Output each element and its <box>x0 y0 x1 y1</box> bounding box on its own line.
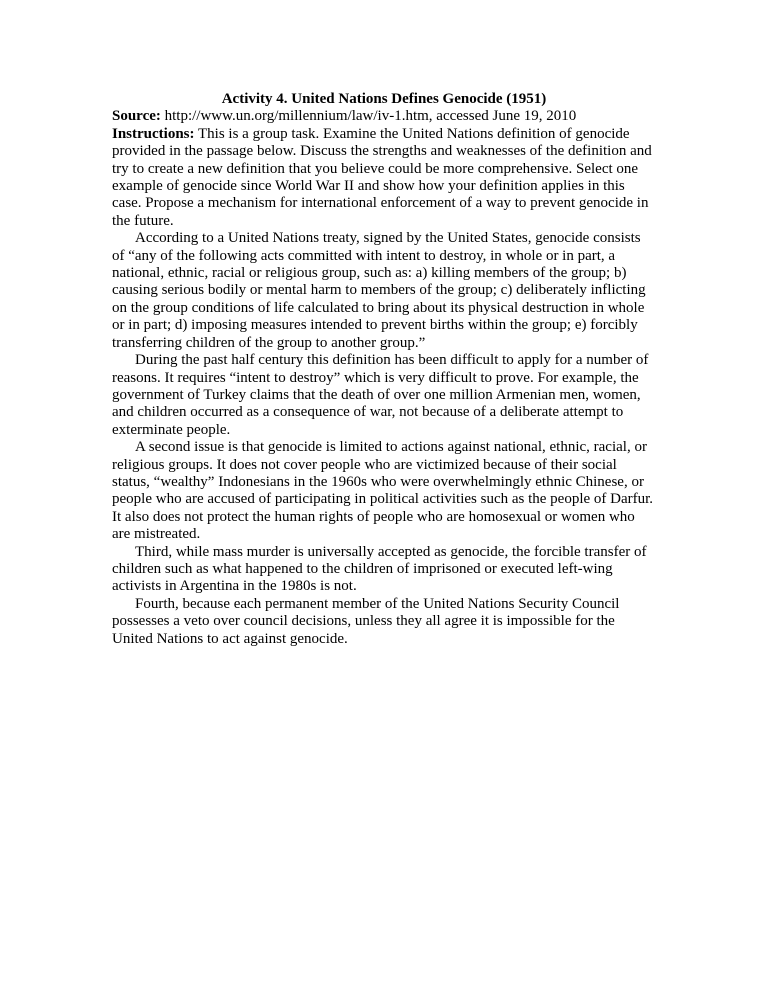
page-title: Activity 4. United Nations Defines Genocide (1951) <box>221 91 547 107</box>
instructions-line <box>112 126 656 230</box>
paragraph-fourth-issue: Fourth, because each permanent member of the United Nations Security Council possesses a veto over council decisions, unless they all agree it is impossible for the United Nations to act against genocide. <box>112 595 620 647</box>
instructions-label: Instructions: <box>112 125 195 142</box>
paragraph-un-definition: According to a United Nations treaty, signed by the United States, genocide consists of “any of the following acts committed with intent to destroy, in whole or in part, a national, ethnic, racial or religious group, such as: a) killing members of the group; b) causing serious bodily or mental harm to members of the group; c) deliberately inflicting on the group conditions of life calculated to bring about its physical destruction in whole or in part; d) imposing measures intended to prevent births within the group; e) forcibly transferring children of the group to another group.” <box>112 230 646 351</box>
paragraph-third-issue: Third, while mass murder is universally accepted as genocide, the forcible transfer of children such as what happened to the children of imprisoned or executed left-wing activists in Argentina in the 1980s is not. <box>112 543 647 595</box>
source-label: Source: <box>112 108 161 125</box>
instructions-text: This is a group task. Examine the United Nations definition of genocide provided in the passage below. Discuss the strengths and weaknesses of the definition and try to create a new definition that you believe could be more comprehensive. Select one example of genocide since World War II and show how your definition applies in this case. Propose a mechanism for international enforcement of a way to prevent genocide in the future. <box>112 125 652 229</box>
paragraph-intent-to-destroy: During the past half century this definition has been difficult to apply for a number of reasons. It requires “intent to destroy” which is very difficult to prove. For example, the government of Turkey claims that the death of over one million Armenian men, women, and children occurred as a consequence of war, not because of a deliberate attempt to exterminate people. <box>112 352 649 438</box>
source-url-text: http://www.un.org/millennium/law/iv-1.htm, accessed June 19, 2010 <box>160 108 577 125</box>
source-line <box>112 108 656 125</box>
paragraph-second-issue: A second issue is that genocide is limited to actions against national, ethnic, racial, or religious groups. It does not cover people who are victimized because of their social status, “wealthy” Indonesians in the 1960s who were overwhelmingly ethnic Chinese, or people who are accused of participating in political activities such as the people of Darfur. It also does not protect the human rights of people who are homosexual or women who are mistreated. <box>112 439 654 543</box>
